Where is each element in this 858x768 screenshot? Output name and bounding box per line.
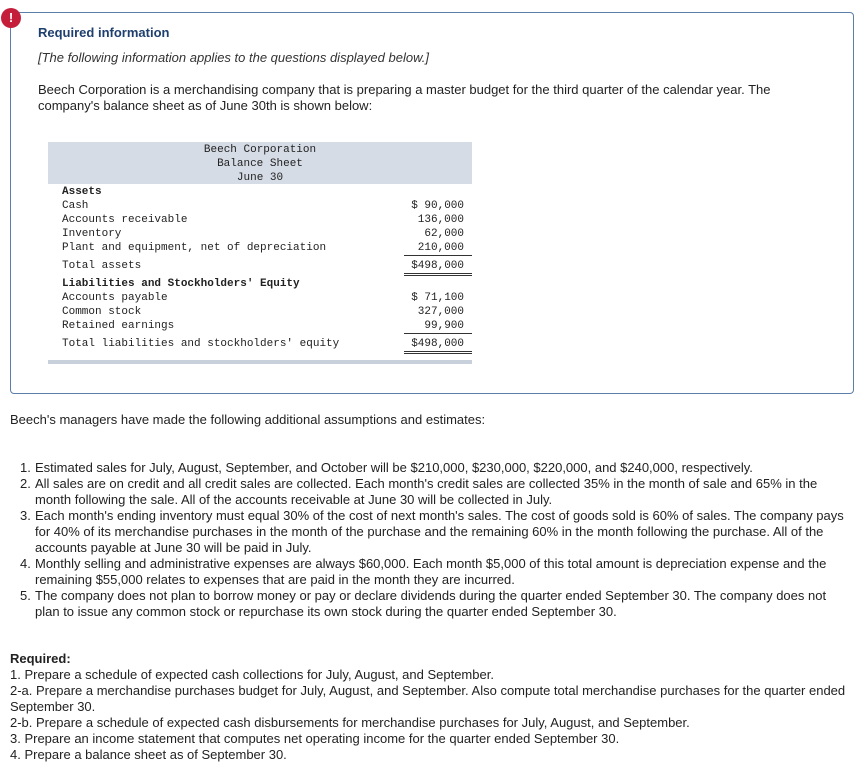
- required-item: 2-a. Prepare a merchandise purchases budget for July, August, and September. Also compute total merchandise purchases for the quarter ended September 30.: [10, 683, 846, 714]
- total-assets-double-rule: [404, 273, 472, 276]
- common-stock-label: Common stock: [62, 306, 142, 318]
- total-liabilities-amount: $498,000: [411, 338, 464, 350]
- list-number: 1.: [20, 460, 31, 475]
- assumptions-intro: Beech's managers have made the following additional assumptions and estimates:: [10, 412, 486, 427]
- list-number: 5.: [20, 588, 31, 603]
- required-item: 4. Prepare a balance sheet as of September 30.: [10, 747, 287, 762]
- plant-amount: 210,000: [417, 242, 464, 254]
- cash-label: Cash: [62, 200, 89, 212]
- required-heading: Required:: [10, 651, 71, 666]
- list-number: 4.: [20, 556, 31, 571]
- total-assets-amount: $498,000: [411, 260, 464, 272]
- required-item: 1. Prepare a schedule of expected cash collections for July, August, and September.: [10, 667, 494, 682]
- ar-label: Accounts receivable: [62, 214, 188, 226]
- list-text: All sales are on credit and all credit sales are collected. Each month's credit sales are collected 35% in the month of sale and 65% in the month following the sale. All of the accounts receivable at June 30 will be collected in July.: [35, 476, 818, 507]
- cash-amount: $ 90,000: [411, 200, 464, 212]
- total-liabilities-double-rule: [404, 351, 472, 354]
- retained-earnings-label: Retained earnings: [62, 320, 175, 332]
- intro-paragraph: Beech Corporation is a merchandising company that is preparing a master budget for the third quarter of the calendar year. The company's balance sheet as of June 30th is shown below:: [38, 82, 771, 113]
- liabilities-heading: Liabilities and Stockholders' Equity: [62, 278, 300, 290]
- list-item: [20, 588, 852, 620]
- subtotal-rule: [404, 333, 472, 334]
- ap-label: Accounts payable: [62, 292, 168, 304]
- ar-amount: 136,000: [417, 214, 464, 226]
- list-item: [20, 460, 852, 476]
- balance-sheet-title: Balance Sheet: [217, 158, 303, 170]
- list-number: 2.: [20, 476, 31, 491]
- total-assets-label: Total assets: [62, 260, 142, 272]
- subtotal-rule: [404, 255, 472, 256]
- required-section: [10, 651, 850, 763]
- inventory-amount: 62,000: [424, 228, 464, 240]
- list-text: Monthly selling and administrative expenses are always $60,000. Each month $5,000 of this total amount is depreciation expense and the remaining $55,000 relates to expenses that are paid in the month they are incurred.: [35, 556, 827, 587]
- applies-note: [The following information applies to the questions displayed below.]: [38, 50, 429, 65]
- total-liabilities-label: Total liabilities and stockholders' equity: [62, 338, 340, 350]
- balance-sheet-footer: [48, 360, 472, 364]
- alert-icon: !: [1, 8, 21, 28]
- list-item: [20, 476, 852, 508]
- balance-sheet-table: [48, 142, 472, 364]
- list-text: The company does not plan to borrow money or pay or declare dividends during the quarter ended September 30. The company does not plan to issue any common stock or repurchase its own stock during the quarter ended September 30.: [35, 588, 827, 619]
- assets-heading: Assets: [62, 186, 102, 198]
- plant-label: Plant and equipment, net of depreciation: [62, 242, 327, 254]
- balance-sheet-company: Beech Corporation: [203, 144, 317, 156]
- assumptions-list: [20, 460, 852, 620]
- common-stock-amount: 327,000: [417, 306, 464, 318]
- required-item: 2-b. Prepare a schedule of expected cash disbursements for merchandise purchases for July, August, and September.: [10, 715, 690, 730]
- list-item: [20, 508, 852, 556]
- list-item: [20, 556, 852, 588]
- required-item: 3. Prepare an income statement that computes net operating income for the quarter ended September 30.: [10, 731, 620, 746]
- inventory-label: Inventory: [62, 228, 122, 240]
- panel-title: Required information: [38, 25, 170, 40]
- list-text: Each month's ending inventory must equal 30% of the cost of next month's sales. The cost of goods sold is 60% of sales. The company pays for 40% of its merchandise purchases in the month of the purchase and the remaining 60% in the month following the purchase. All of the accounts payable at June 30 will be paid in July.: [35, 508, 844, 555]
- ap-amount: $ 71,100: [411, 292, 464, 304]
- retained-earnings-amount: 99,900: [424, 320, 464, 332]
- balance-sheet-date: June 30: [236, 172, 284, 184]
- list-number: 3.: [20, 508, 31, 523]
- list-text: Estimated sales for July, August, September, and October will be $210,000, $230,000, $220,000, and $240,000, respectively.: [35, 460, 753, 475]
